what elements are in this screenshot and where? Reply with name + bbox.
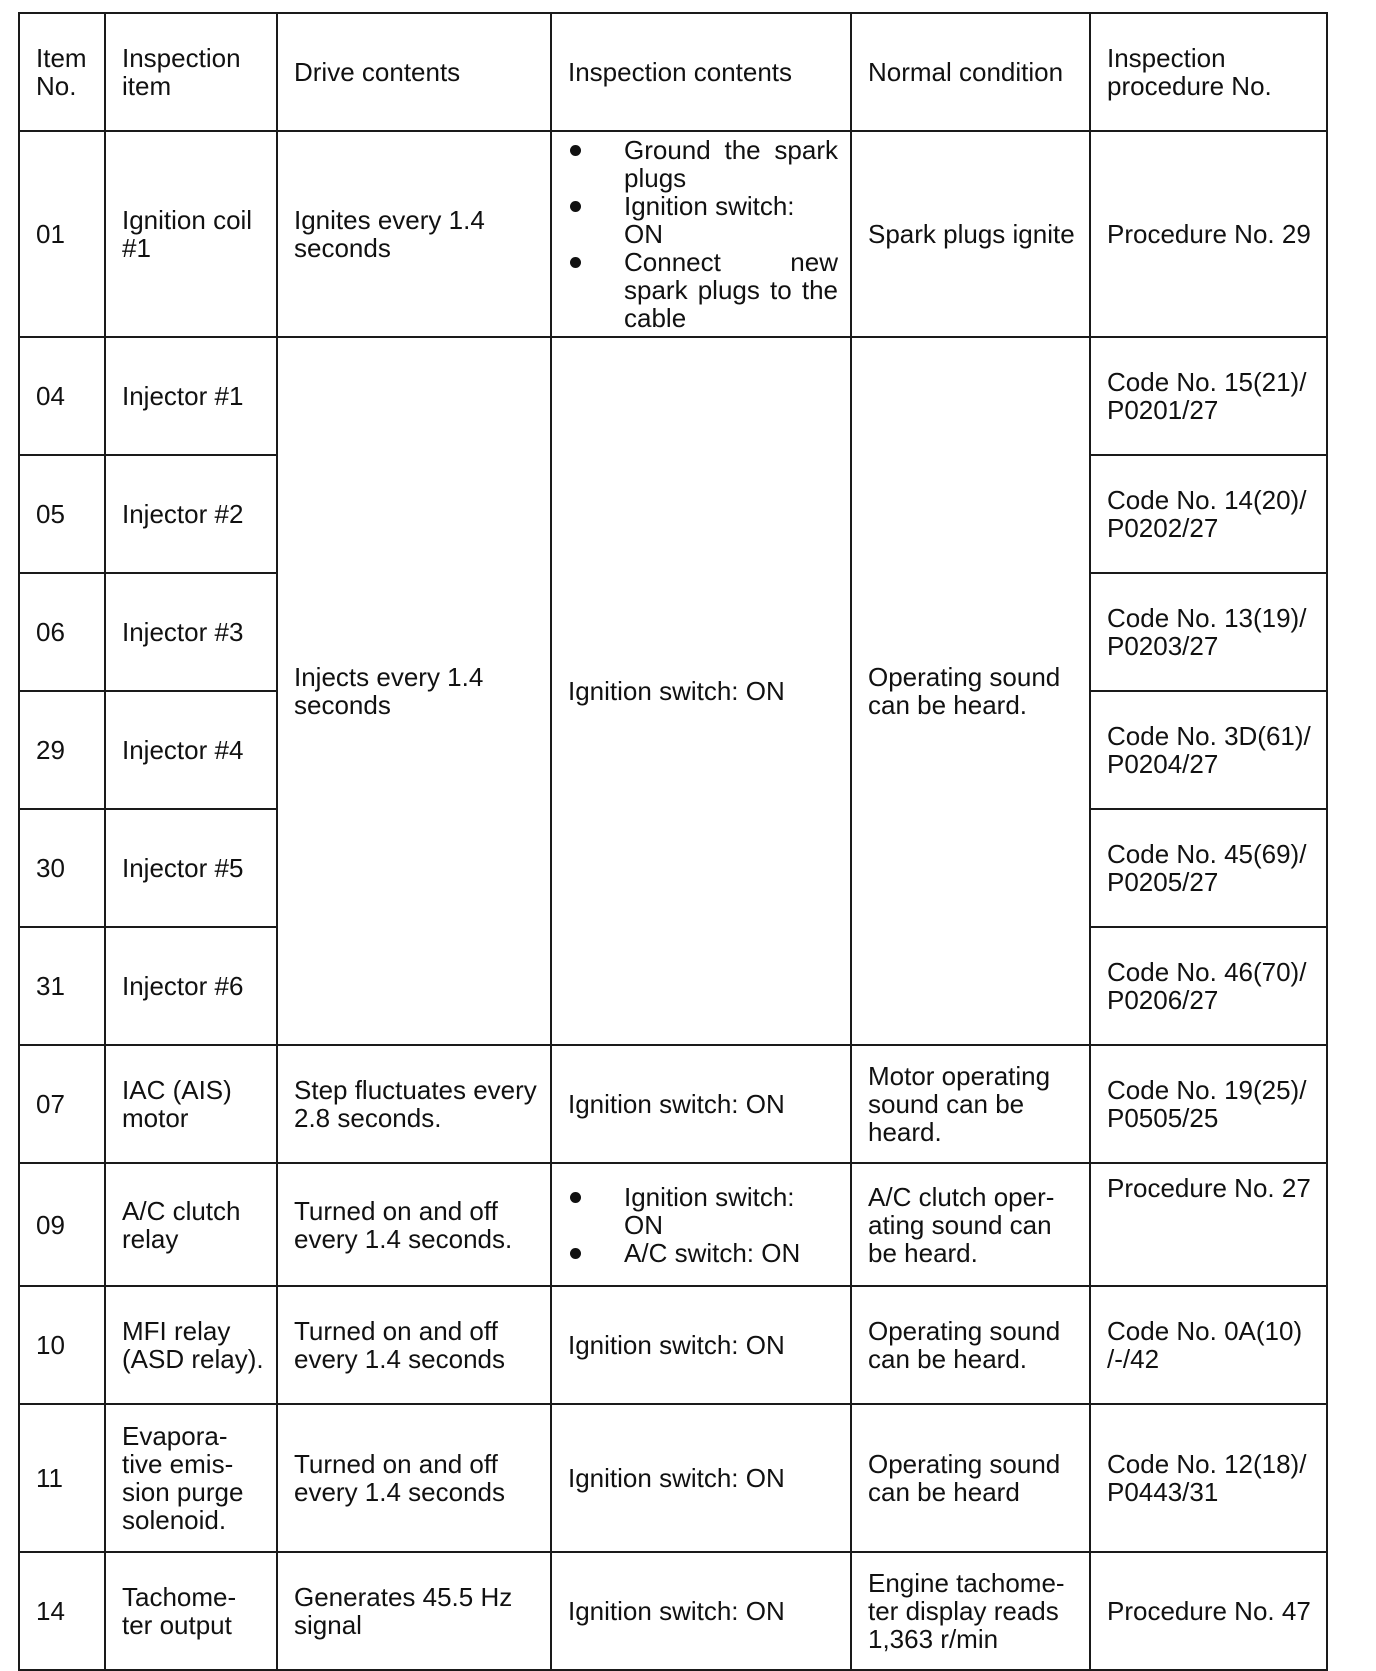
procedure-no: Procedure No. 29 [1090,131,1327,337]
inspection-contents-list [568,1183,838,1267]
inspection-contents: Ignition switch: ON [551,1404,851,1552]
item-no: 29 [19,691,105,809]
list-item [568,248,838,332]
list-item-text: Connect new spark plugs to the cable [624,247,838,333]
inspection-item: Injector #4 [105,691,277,809]
inspection-item: MFI relay (ASD relay). [105,1286,277,1404]
table-body [19,131,1327,1670]
drive-contents: Turned on and off every 1.4 seconds [277,1286,551,1404]
list-item [568,136,838,192]
inspection-contents: Ignition switch: ON [551,1552,851,1670]
item-no: 30 [19,809,105,927]
inspection-contents: Ignition switch: ON [551,1286,851,1404]
item-no: 09 [19,1163,105,1286]
inspection-contents [551,1163,851,1286]
item-no: 10 [19,1286,105,1404]
procedure-no: Procedure No. 47 [1090,1552,1327,1670]
bullet-icon [570,1192,581,1203]
drive-contents: Ignites every 1.4 seconds [277,131,551,337]
header-item-no: Item No. [19,13,105,131]
normal-condition: A/C clutch oper-ating sound can be heard. [851,1163,1090,1286]
procedure-no: Code No. 13(19)/ P0203/27 [1090,573,1327,691]
item-no: 14 [19,1552,105,1670]
inspection-item: Evapora-tive emis-sion purge solenoid. [105,1404,277,1552]
inspection-item: IAC (AIS) motor [105,1045,277,1163]
drive-contents: Injects every 1.4 seconds [277,337,551,1045]
procedure-no: Code No. 46(70)/ P0206/27 [1090,927,1327,1045]
normal-condition: Operating sound can be heard. [851,337,1090,1045]
procedure-no: Code No. 45(69)/ P0205/27 [1090,809,1327,927]
table-header [19,13,1327,131]
table-row [19,1552,1327,1670]
inspection-item: Injector #2 [105,455,277,573]
procedure-no: Code No. 15(21)/ P0201/27 [1090,337,1327,455]
normal-condition: Operating sound can be heard. [851,1286,1090,1404]
item-no: 06 [19,573,105,691]
normal-condition: Operating sound can be heard [851,1404,1090,1552]
normal-condition: Spark plugs ignite [851,131,1090,337]
inspection-contents: Ignition switch: ON [551,337,851,1045]
table-row [19,1163,1327,1286]
bullet-icon [570,201,581,212]
procedure-no: Code No. 3D(61)/ P0204/27 [1090,691,1327,809]
item-no: 31 [19,927,105,1045]
drive-contents: Generates 45.5 Hz signal [277,1552,551,1670]
list-item [568,1239,838,1267]
item-no: 07 [19,1045,105,1163]
table-row [19,337,1327,455]
list-item-text: Ignition switch: ON [624,191,795,249]
inspection-item: Tachome-ter output [105,1552,277,1670]
drive-contents: Step fluctuates every 2.8 seconds. [277,1045,551,1163]
table-row [19,1286,1327,1404]
header-row [19,13,1327,131]
bullet-icon [570,257,581,268]
header-inspection-item: Inspection item [105,13,277,131]
table-row [19,1404,1327,1552]
table-row [19,1045,1327,1163]
drive-contents: Turned on and off every 1.4 seconds [277,1404,551,1552]
list-item-text: Ignition switch: ON [624,1181,795,1240]
inspection-contents [551,131,851,337]
procedure-no: Code No. 14(20)/ P0202/27 [1090,455,1327,573]
normal-condition: Engine tachome-ter display reads 1,363 r/min [851,1552,1090,1670]
procedure-no: Code No. 19(25)/ P0505/25 [1090,1045,1327,1163]
procedure-no: Code No. 0A(10) /-/42 [1090,1286,1327,1404]
item-no: 01 [19,131,105,337]
inspection-item: Ignition coil #1 [105,131,277,337]
item-no: 05 [19,455,105,573]
actuator-test-table [18,12,1328,1671]
list-item-text: A/C switch: ON [624,1237,801,1268]
list-item [568,192,838,248]
normal-condition: Motor operating sound can be heard. [851,1045,1090,1163]
list-item [568,1183,838,1239]
inspection-contents: Ignition switch: ON [551,1045,851,1163]
item-no: 04 [19,337,105,455]
procedure-no: Code No. 12(18)/ P0443/31 [1090,1404,1327,1552]
item-no: 11 [19,1404,105,1552]
inspection-item: Injector #3 [105,573,277,691]
header-normal-condition: Normal condition [851,13,1090,131]
inspection-item: Injector #1 [105,337,277,455]
header-drive-contents: Drive contents [277,13,551,131]
drive-contents: Turned on and off every 1.4 seconds. [277,1163,551,1286]
table-row [19,131,1327,337]
procedure-no: Procedure No. 27 [1090,1163,1327,1286]
inspection-contents-list [568,136,838,332]
bullet-icon [570,1248,581,1259]
inspection-item: A/C clutch relay [105,1163,277,1286]
bullet-icon [570,145,581,156]
inspection-item: Injector #5 [105,809,277,927]
list-item-text: Ground the spark plugs [624,135,838,193]
header-procedure-no: Inspection procedure No. [1090,13,1327,131]
header-inspection-contents: Inspection contents [551,13,851,131]
inspection-item: Injector #6 [105,927,277,1045]
